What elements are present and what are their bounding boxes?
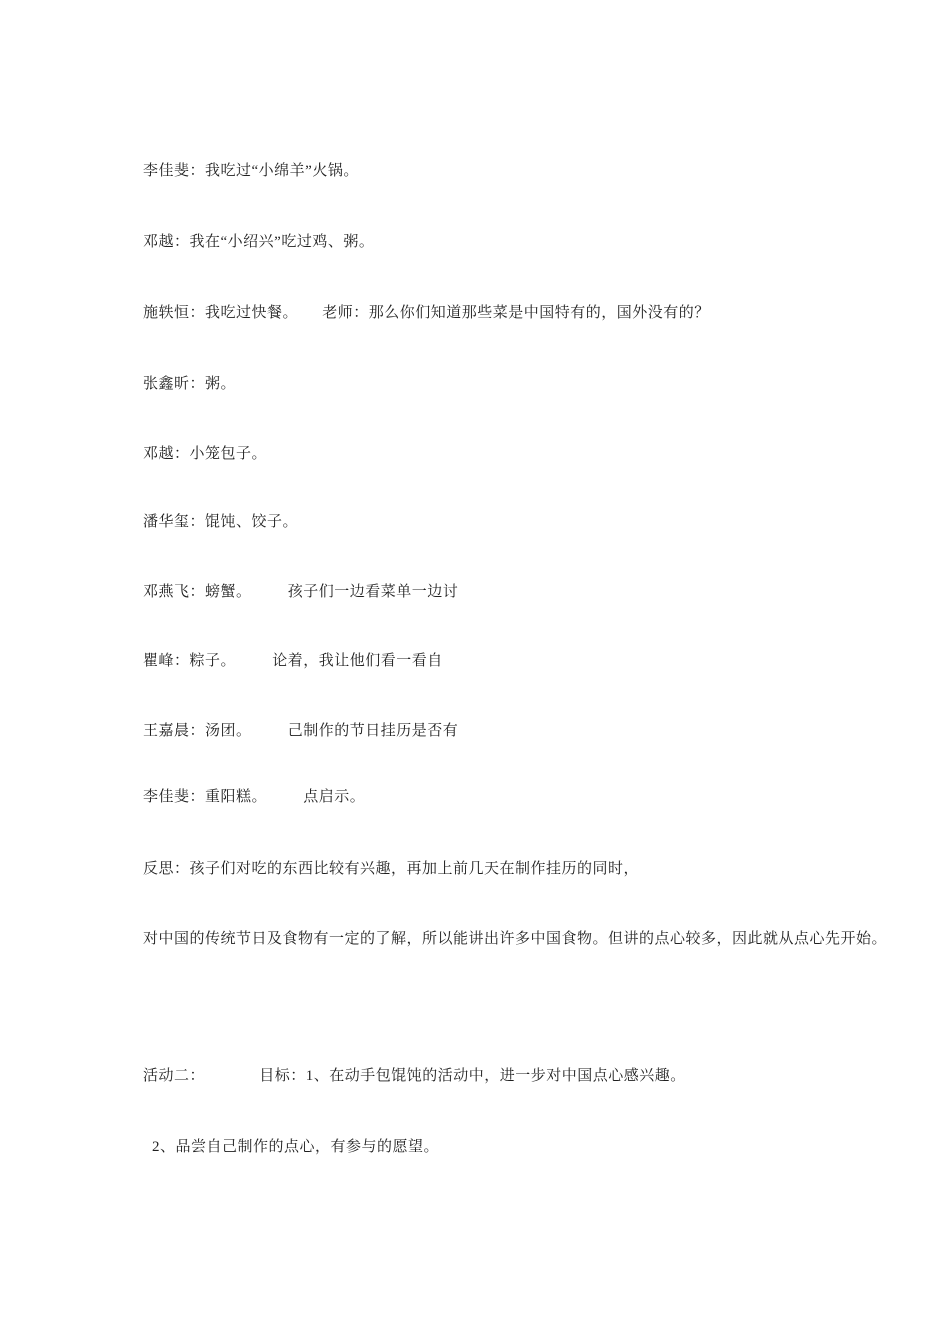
line-text: 李佳斐：我吃过“小绵羊”火锅。	[143, 163, 359, 179]
text-line-5	[143, 446, 267, 463]
line-text: 邓越：小笼包子。	[143, 446, 268, 462]
line-text: 潘华玺：馄饨、饺子。	[143, 514, 299, 530]
line-text: 李佳斐：重阳糕。	[143, 789, 268, 805]
line-text: 施轶恒：我吃过快餐。	[143, 305, 299, 321]
line-text-right-column: 己制作的节日挂历是否有	[287, 723, 459, 739]
text-line-6	[143, 514, 298, 531]
line-text: 王嘉晨：汤团。	[143, 723, 252, 739]
text-line-4	[143, 376, 236, 393]
line-text-right-column: 点启示。	[303, 789, 366, 805]
line-text-right-column: 老师：那么你们知道那些菜是中国特有的，国外没有的？	[322, 305, 710, 321]
line-text: 邓越：我在“小绍兴”吃过鸡、粥。	[143, 234, 375, 250]
text-line-10	[143, 789, 365, 806]
text-line-1	[143, 163, 359, 180]
line-text-right-column: 论着，我让他们看一看自	[272, 653, 443, 669]
line-text: 瞿峰：粽子。	[143, 653, 237, 669]
text-line-14	[152, 1139, 439, 1156]
line-text-right-column: 目标：1、在动手包馄饨的活动中，进一步对中国点心感兴趣。	[259, 1068, 686, 1084]
text-line-7	[143, 584, 458, 601]
line-text-right-column: 孩子们一边看菜单一边讨	[287, 584, 459, 600]
text-line-13	[143, 1068, 686, 1085]
text-line-2	[143, 234, 374, 251]
line-text: 2、品尝自己制作的点心，有参与的愿望。	[152, 1139, 440, 1155]
text-line-9	[143, 723, 458, 740]
text-line-11	[143, 861, 639, 878]
line-text: 邓燕飞：螃蟹。	[143, 584, 252, 600]
line-text: 对中国的传统节日及食物有一定的了解，所以能讲出许多中国食物。但讲的点心较多，因此就从点心先开始。	[143, 931, 888, 947]
text-line-12	[143, 931, 887, 948]
text-line-3	[143, 305, 710, 322]
line-text: 活动二：	[143, 1068, 206, 1084]
line-text: 反思：孩子们对吃的东西比较有兴趣，再加上前几天在制作挂历的同时，	[143, 861, 640, 877]
line-text: 张鑫昕：粥。	[143, 376, 237, 392]
text-line-8	[143, 653, 443, 670]
